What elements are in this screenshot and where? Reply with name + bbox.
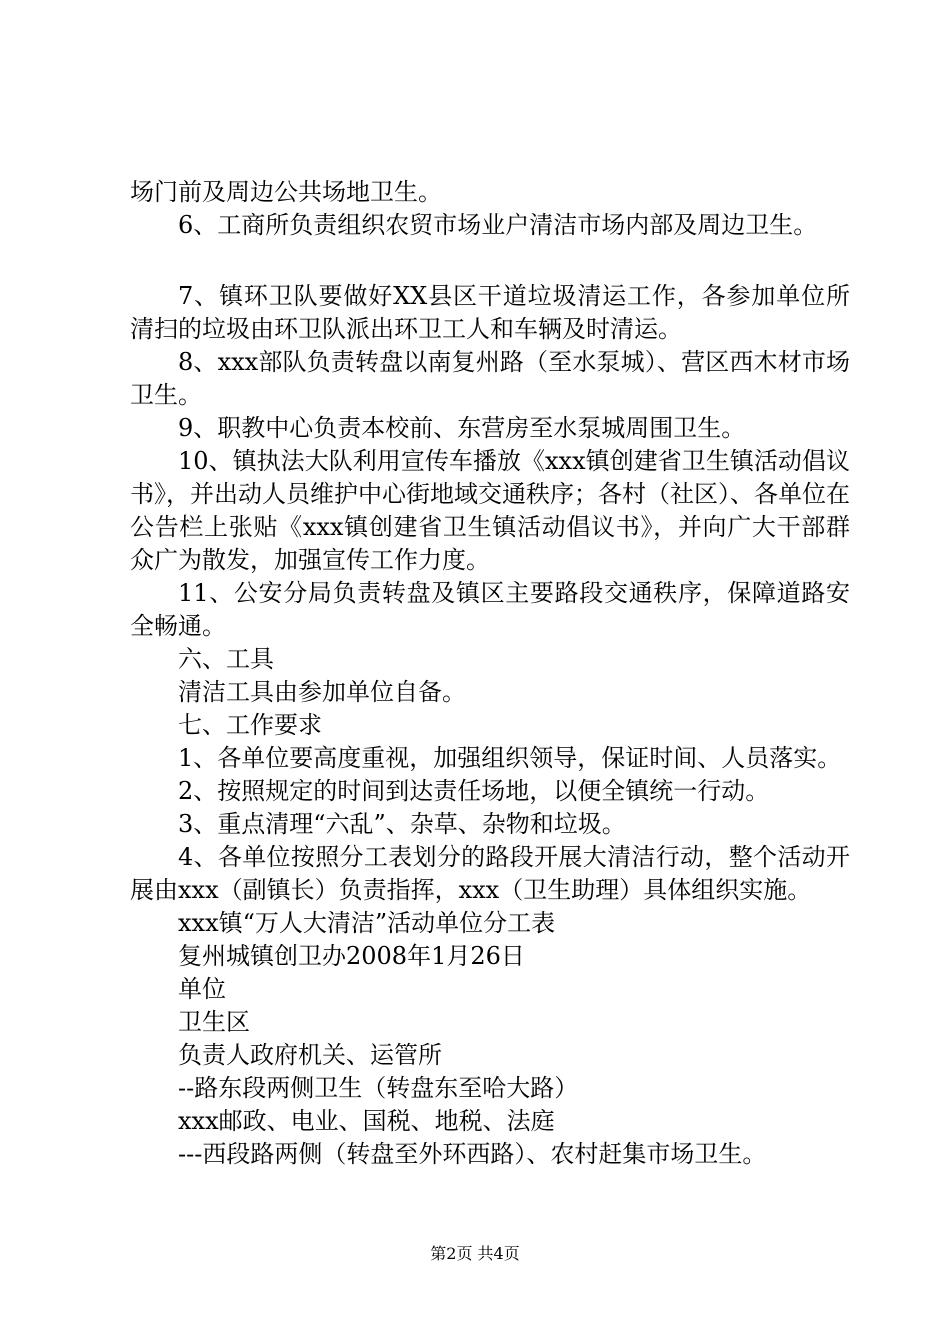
paragraph-continuation: 场门前及周边公共场地卫生。 (130, 178, 442, 206)
table-issuer-date: 复州城镇创卫办2008年1月26日 (178, 942, 525, 970)
paragraph-requirement-3: 3、重点清理“六乱”、杂草、杂物和垃圾。 (178, 810, 626, 838)
paragraph-item-8: 8、xxx部队负责转盘以南复州路（至水泵城）、营区西木材市场卫生。 (130, 348, 850, 409)
paragraph-requirement-2: 2、按照规定的时间到达责任场地，以便全镇统一行动。 (178, 777, 770, 805)
table-row-1-unit: 负责人政府机关、运管所 (178, 1041, 442, 1069)
table-title: xxx镇“万人大清洁”活动单位分工表 (178, 909, 556, 937)
paragraph-requirement-4: 4、各单位按照分工表划分的路段开展大清洁行动，整个活动开展由xxx（副镇长）负责指挥，xxx（卫生助理）具体组织实施。 (130, 843, 850, 904)
paragraph-item-11: 11、公安分局负责转盘及镇区主要路段交通秩序，保障道路安全畅通。 (130, 579, 850, 640)
page-number: 第2页 共4页 (430, 1244, 520, 1263)
paragraph-item-10: 10、镇执法大队利用宣传车播放《xxx镇创建省卫生镇活动倡议书》，并出动人员维护中心街地域交通秩序；各村（社区）、各单位在公告栏上张贴《xxx镇创建省卫生镇活动倡议书》，并向广大干部群众广为散发，加强宣传工作力度。 (130, 447, 850, 574)
table-header-area: 卫生区 (178, 1008, 250, 1036)
paragraph-item-6: 6、工商所负责组织农贸市场业户清洁市场内部及周边卫生。 (178, 211, 818, 239)
paragraph-requirement-1: 1、各单位要高度重视，加强组织领导，保证时间、人员落实。 (178, 744, 842, 772)
table-row-1-area: --路东段两侧卫生（转盘东至哈大路） (178, 1074, 579, 1102)
table-row-2-unit: xxx邮政、电业、国税、地税、法庭 (178, 1107, 555, 1135)
section-heading-requirements: 七、工作要求 (178, 711, 322, 739)
table-row-2-area: ---西段路两侧（转盘至外环西路）、农村赶集市场卫生。 (178, 1140, 767, 1168)
paragraph-item-9: 9、职教中心负责本校前、东营房至水泵城周围卫生。 (178, 414, 746, 442)
paragraph-item-7: 7、镇环卫队要做好XX县区干道垃圾清运工作，各参加单位所清扫的垃圾由环卫队派出环卫工人和车辆及时清运。 (130, 282, 850, 343)
section-heading-tools: 六、工具 (178, 645, 274, 673)
paragraph-tools: 清洁工具由参加单位自备。 (178, 678, 466, 706)
table-header-unit: 单位 (178, 975, 226, 1003)
document-body (130, 176, 850, 1171)
